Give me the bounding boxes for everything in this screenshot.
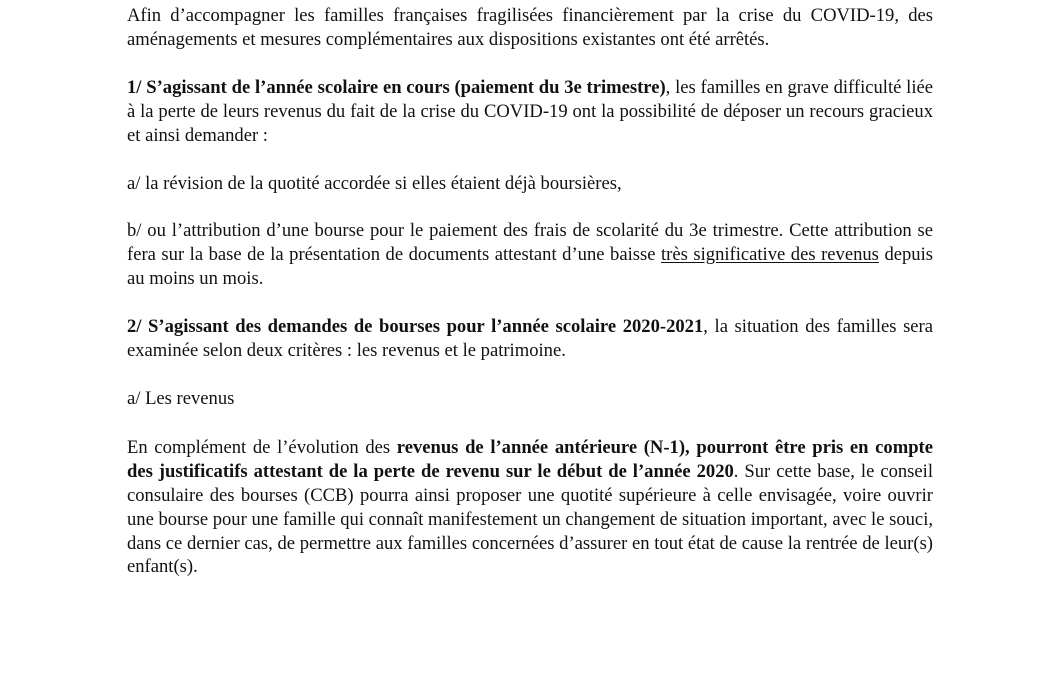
paragraph-spacer: [127, 148, 933, 172]
revenus-text-start: En complément de l’évolution des: [127, 436, 391, 458]
section-1-item-b-text: b/ ou l’attribution d’une bourse pour le paiement des frais de scolarité du 3e trimestre. Cette attribution se fera sur la base de la présentation de documents attestant d’une baisse: [127, 220, 933, 266]
revenus-text-bold: revenus de l’année antérieure (N-1), pourront être pris en compte des justificatifs attestant de la perte de revenu sur le début de l’année 2020: [127, 436, 933, 482]
document-page: [127, 4, 933, 579]
paragraph-spacer: [127, 52, 933, 76]
section-1-item-b: [127, 219, 933, 291]
paragraph-spacer: [127, 291, 933, 315]
paragraph-spacer: [127, 411, 933, 436]
section-2-sub-a: a/ Les revenus: [127, 387, 235, 409]
paragraph-spacer: [127, 363, 933, 387]
section-1-item-a: a/ la révision de la quotité accordée si elles étaient déjà boursières,: [127, 172, 622, 194]
section-1-item-b-underlined: très significative des revenus: [661, 244, 879, 266]
section-1-text: , les familles en grave difficulté liée à la perte de leurs revenus du fait de la crise du COVID-19 ont la possibilité de déposer un recours gracieux et ainsi demander :: [127, 76, 933, 146]
section-2-heading: 2/ S’agissant des demandes de bourses pour l’année scolaire 2020-2021: [127, 316, 704, 338]
intro-paragraph: Afin d’accompagner les familles françaises fragilisées financièrement par la crise du COVID-19, des aménagements et mesures complémentaires aux dispositions existantes ont été arrêtés.: [127, 5, 933, 50]
revenus-text-rest: . Sur cette base, le conseil consulaire des bourses (CCB) pourra ainsi proposer une quotité supérieure à celle envisagée, voire ouvrir une bourse pour une famille qui connaît manifestement un changement de situation important, avec le souci, dans ce dernier cas, de permettre aux familles concernées d’assurer en tout état de cause la rentrée de leur(s) enfant(s).: [127, 460, 934, 578]
section-2-paragraph: [127, 315, 933, 363]
section-1-heading: 1/ S’agissant de l’année scolaire en cours (paiement du 3e trimestre): [127, 76, 666, 98]
section-2-revenus-paragraph: [127, 436, 933, 579]
section-1-paragraph: [127, 76, 933, 148]
section-2-text: , la situation des familles sera examinée selon deux critères : les revenus et le patrimoine.: [127, 316, 934, 362]
paragraph-spacer: [127, 195, 933, 219]
section-1-item-b-end: depuis au moins un mois.: [127, 244, 933, 290]
